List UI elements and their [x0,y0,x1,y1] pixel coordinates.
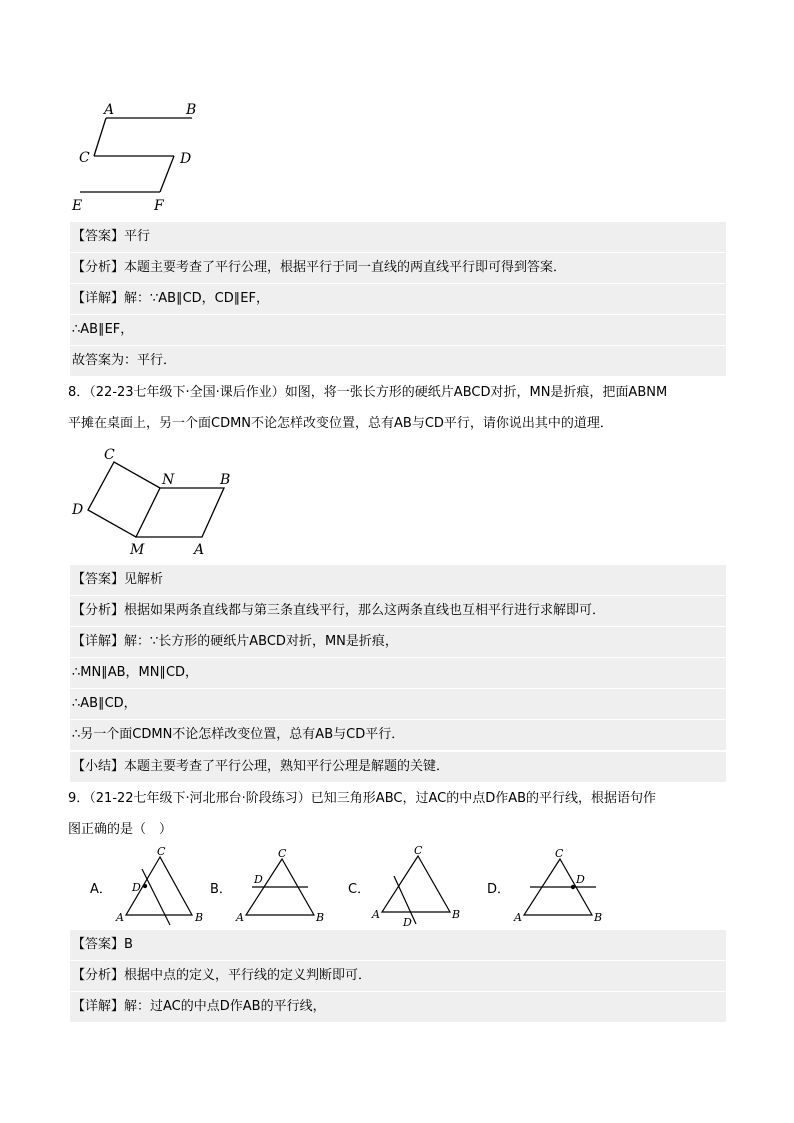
q7-step1: ∴AB∥EF， [70,315,726,345]
figure-parallel-lines [70,96,230,216]
face-cdmn [88,462,160,537]
label-a: A [372,908,380,921]
label-b: B [220,472,231,488]
label-a: A [194,542,205,558]
label-a: A [236,911,244,924]
q8-answer: 【答案】见解析 [70,565,726,595]
label-d: D [72,502,84,518]
label-d: D [180,151,192,167]
label-d: D [403,916,412,929]
label-b: B [594,911,603,924]
option-a-figure [112,845,208,929]
label-c: C [414,844,423,857]
option-c-figure [370,842,466,930]
option-a-label: A． [90,882,112,897]
label-c: C [555,847,564,860]
q8-step1: ∴MN∥AB，MN∥CD， [70,658,726,688]
wrong-line [142,869,170,925]
option-d-label: D． [487,882,511,897]
label-c: C [104,447,115,463]
label-c: C [157,845,166,858]
label-b: B [186,102,197,118]
label-a: A [104,102,115,118]
option-c-label: C． [348,882,371,897]
label-b: B [195,911,204,924]
q9-stem-line1: 9．（21-22七年级下·河北邢台·阶段练习）已知三角形ABC，过AC的中点D作AB的平行线，根据语句作 [68,791,657,806]
point-d [143,884,147,888]
q8-stem-line1: 8．（22-23七年级下·全国·课后作业）如图，将一张长方形的硬纸片ABCD对折，MN是折痕，把面ABNM [68,385,668,400]
label-m: M [130,542,145,558]
label-d: D [132,881,141,894]
label-f: F [154,198,164,214]
label-c: C [278,847,287,860]
q7-conclusion: 故答案为：平行． [70,346,726,376]
q7-detail: 【详解】解：∵AB∥CD，CD∥EF， [70,284,726,314]
q8-summary: 【小结】本题主要考查了平行公理，熟知平行公理是解题的关键． [70,752,726,782]
q8-analysis: 【分析】根据如果两条直线都与第三条直线平行，那么这两条直线也互相平行进行求解即可． [70,596,726,626]
q7-answer: 【答案】平行 [70,222,726,252]
label-a: A [116,911,124,924]
point-d [571,885,575,889]
option-b-figure [232,845,328,929]
q7-analysis: 【分析】本题主要考查了平行公理，根据平行于同一直线的两直线平行即可得到答案． [70,253,726,283]
label-n: N [162,472,175,488]
q9-stem-line2: 图正确的是（ ） [68,822,173,837]
q8-detail: 【详解】解：∵长方形的硬纸片ABCD对折，MN是折痕， [70,627,726,657]
q8-step3: ∴另一个面CDMN不论怎样改变位置，总有AB与CD平行． [70,720,726,750]
label-d: D [254,873,263,886]
segment-df [160,156,174,192]
label-d: D [576,873,585,886]
figure-folded-rectangle [70,442,250,560]
option-b-label: B． [210,882,232,897]
option-d-figure [510,845,610,929]
q9-detail: 【详解】解：过AC的中点D作AB的平行线， [70,992,726,1022]
label-a: A [514,911,522,924]
label-b: B [316,911,325,924]
label-b: B [452,908,461,921]
segment-ac [94,118,106,156]
label-e: E [72,198,83,214]
q9-answer: 【答案】B [70,930,726,960]
triangle-abc [382,856,450,912]
q8-step2: ∴AB∥CD， [70,689,726,719]
face-abnm [136,488,224,537]
label-c: C [79,150,90,166]
q8-stem-line2: 平摊在桌面上，另一个面CDMN不论怎样改变位置，总有AB与CD平行，请你说出其中的道理． [68,416,613,431]
q9-analysis: 【分析】根据中点的定义，平行线的定义判断即可． [70,961,726,991]
